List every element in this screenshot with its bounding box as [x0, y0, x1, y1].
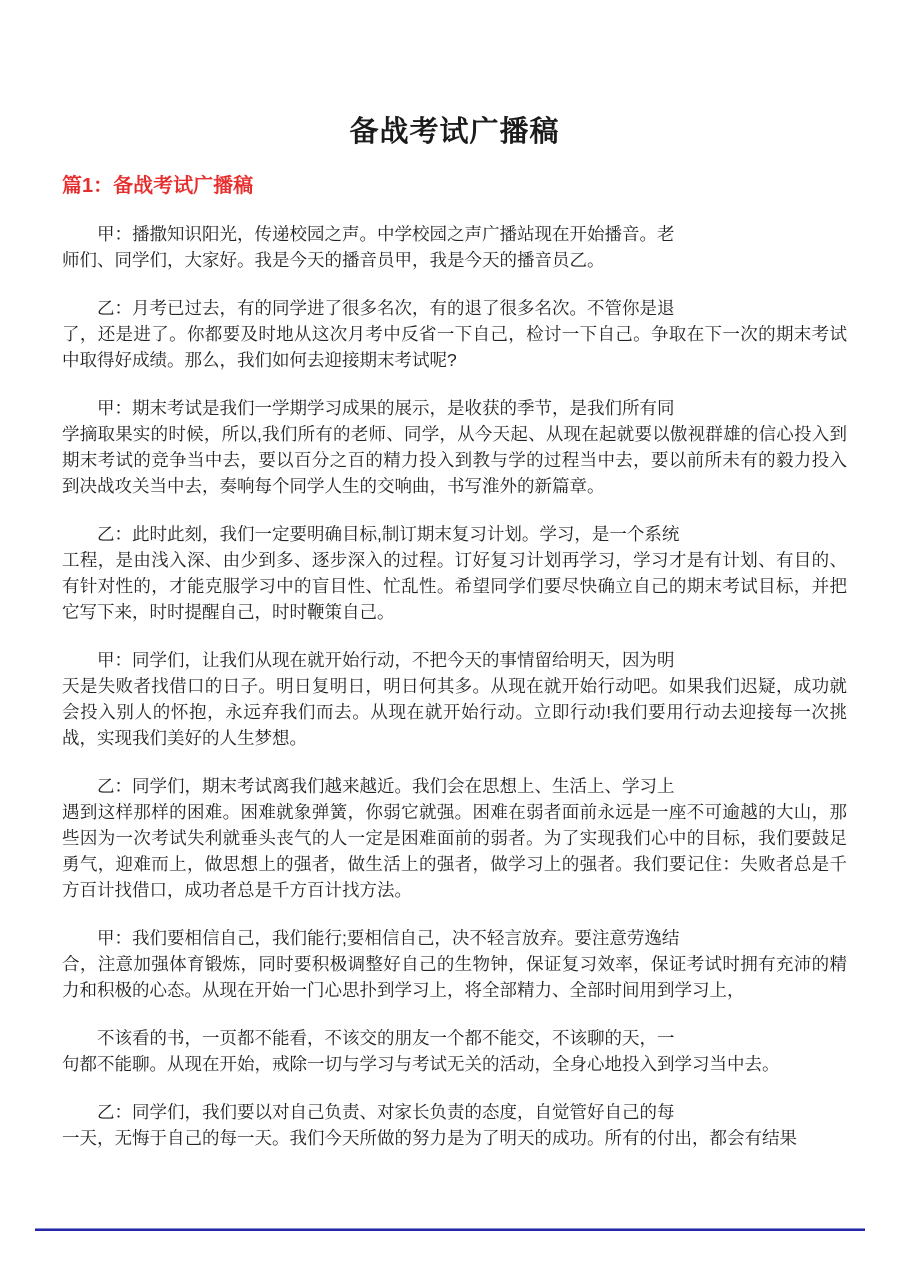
- paragraph: 乙：同学们，期末考试离我们越来越近。我们会在思想上、生活上、学习上 遇到这样那样的困难。困难就象弹簧，你弱它就强。困难在弱者面前永远是一座不可逾越的大山，那些因为一次考试失利就垂头丧气的人一定是困难面前的弱者。为了实现我们心中的目标，我们要鼓足勇气，迎难而上，做思想上的强者，做生活上的强者，做学习上的强者。我们要记住：失败者总是千方百计找借口，成功者总是千方百计找方法。: [62, 776, 847, 900]
- paragraph: 甲：同学们，让我们从现在就开始行动，不把今天的事情留给明天，因为明 天是失败者找借口的日子。明日复明日，明日何其多。从现在就开始行动吧。如果我们迟疑，成功就会投入别人的怀抱，永远弃我们而去。从现在就开始行动。立即行动!我们要用行动去迎接每一次挑战，实现我们美好的人生梦想。: [62, 650, 847, 748]
- paragraph: 不该看的书，一页都不能看，不该交的朋友一个都不能交，不该聊的天，一 句都不能聊。从现在开始，戒除一切与学习与考试无关的活动，全身心地投入到学习当中去。: [62, 1028, 780, 1074]
- section-heading: 篇1：备战考试广播稿: [62, 175, 254, 197]
- footer-divider: [35, 1228, 865, 1231]
- paragraph: 甲：我们要相信自己，我们能行;要相信自己，决不轻言放弃。要注意劳逸结 合，注意加强体育锻炼，同时要积极调整好自己的生物钟，保证复习效率，保证考试时拥有充沛的精力和积极的心态。从现在开始一门心思扑到学习上，将全部精力、全部时间用到学习上，: [62, 928, 847, 1000]
- paragraph: 乙：此时此刻，我们一定要明确目标,制订期末复习计划。学习，是一个系统 工程，是由浅入深、由少到多、逐步深入的过程。订好复习计划再学习，学习才是有计划、有目的、有针对性的，才能克服学习中的盲目性、忙乱性。希望同学们要尽快确立自己的期末考试目标，并把它写下来，时时提醒自己，时时鞭策自己。: [62, 524, 847, 622]
- paragraph: 甲：期末考试是我们一学期学习成果的展示，是收获的季节，是我们所有同 学摘取果实的时候，所以,我们所有的老师、同学，从今天起、从现在起就要以傲视群雄的信心投入到期末考试的竞争当中去，要以百分之百的精力投入到教与学的过程当中去，要以前所未有的毅力投入到决战攻关当中去，奏响每个同学人生的交响曲，书写淮外的新篇章。: [62, 398, 847, 496]
- paragraph: 甲：播撒知识阳光，传递校园之声。中学校园之声广播站现在开始播音。老 师们、同学们，大家好。我是今天的播音员甲，我是今天的播音员乙。: [62, 224, 675, 270]
- paragraph: 乙：月考已过去，有的同学进了很多名次，有的退了很多名次。不管你是退 了，还是进了。你都要及时地从这次月考中反省一下自己，检讨一下自己。争取在下一次的期末考试中取得好成绩。那么，我们如何去迎接期末考试呢?: [62, 298, 847, 370]
- page-title: 备战考试广播稿: [349, 116, 560, 148]
- document-body: [62, 0, 847, 1151]
- paragraph: 乙：同学们，我们要以对自己负责、对家长负责的态度，自觉管好自己的每 一天，无悔于自己的每一天。我们今天所做的努力是为了明天的成功。所有的付出，都会有结果: [62, 1102, 797, 1148]
